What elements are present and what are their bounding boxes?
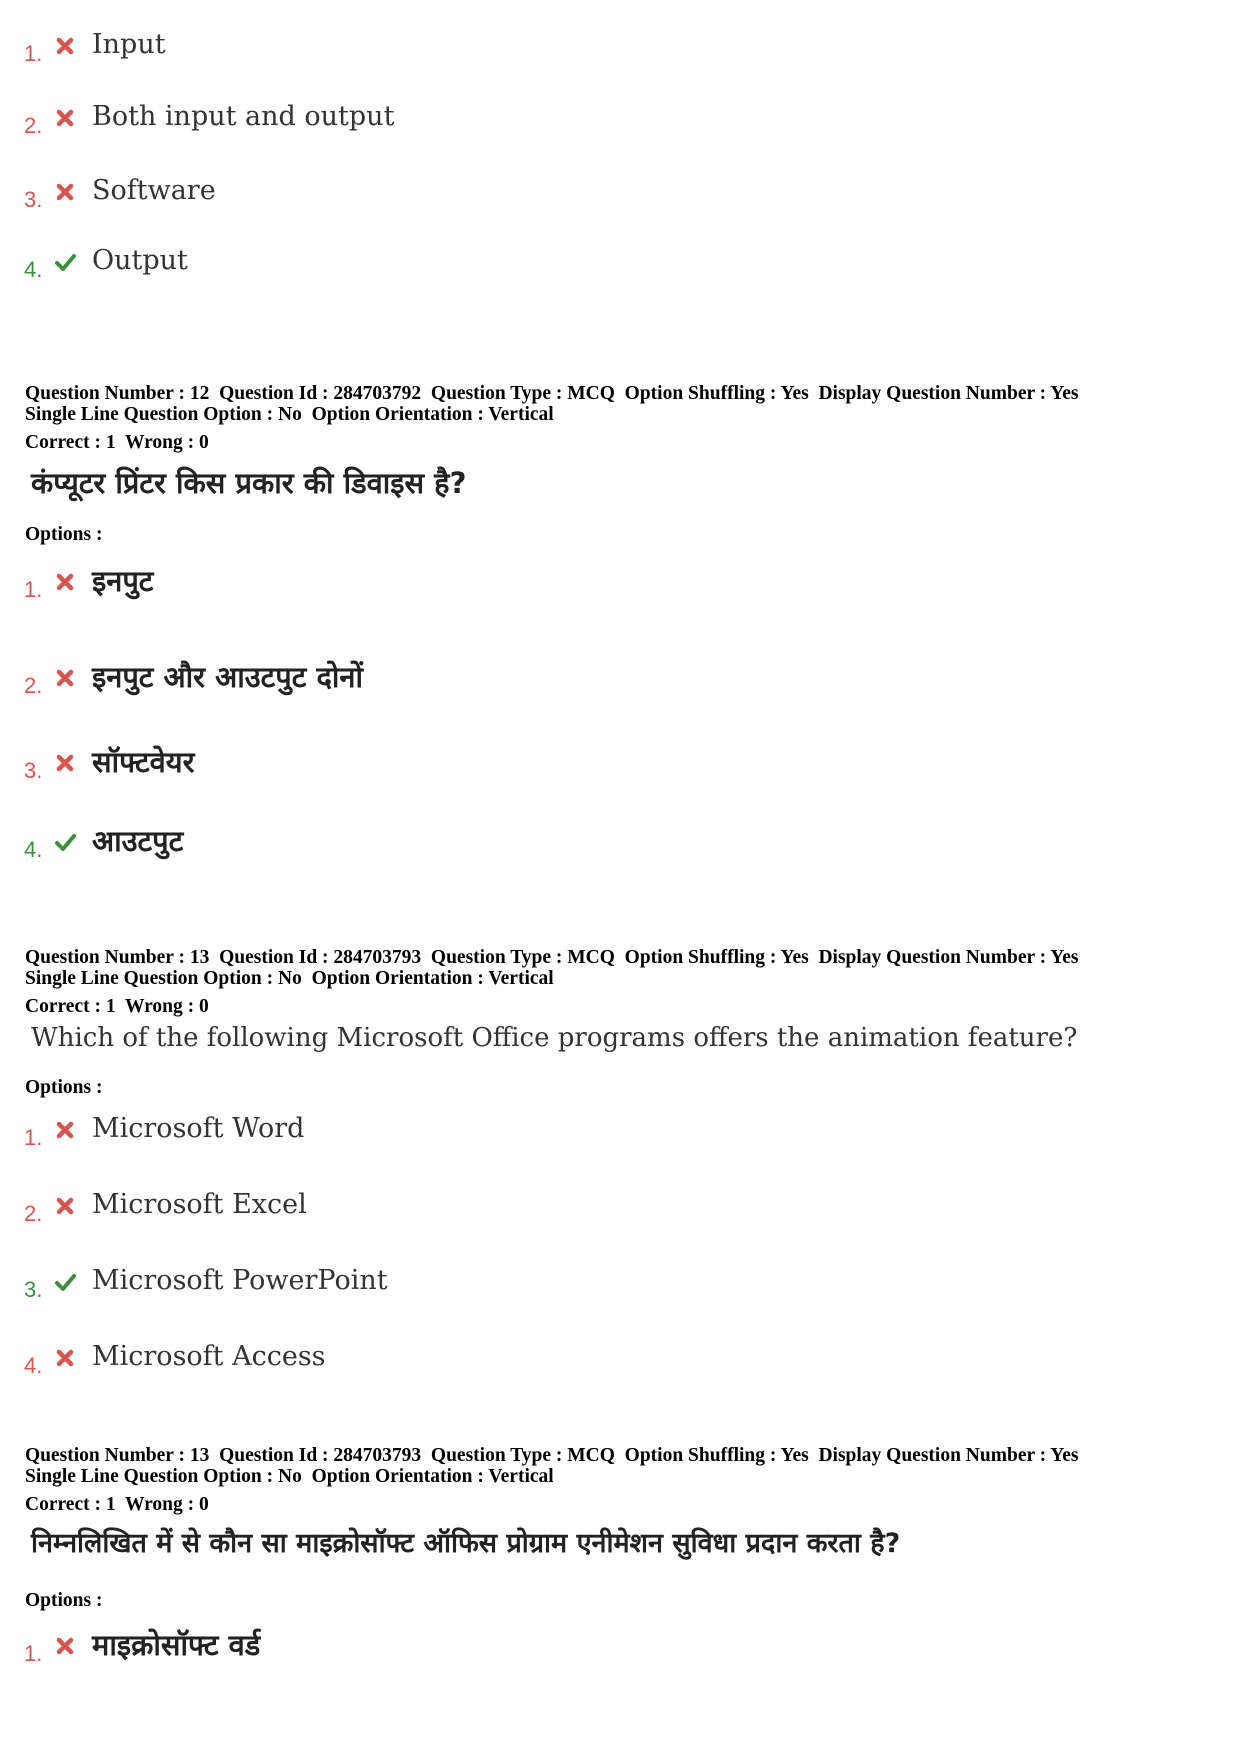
option-number: 4.: [24, 837, 43, 862]
option-row: [24, 96, 394, 136]
question-meta-line-1: Question Number : 13 Question Id : 284703793 Question Type : MCQ Option Shuffling : Yes Display Question Number : Yes: [25, 947, 1079, 968]
option-text: माइक्रोसॉफ्ट वर्ड: [92, 1627, 261, 1662]
option-number: 1.: [24, 41, 43, 66]
option-row: [24, 1184, 307, 1224]
correct-check-icon: [54, 1271, 76, 1293]
question-meta-line-2: Single Line Question Option : No Option Orientation : Vertical: [25, 1466, 554, 1487]
wrong-cross-icon: [54, 752, 76, 774]
option-text: Microsoft PowerPoint: [92, 1264, 388, 1296]
question-text: निम्नलिखित में से कौन सा माइक्रोसॉफ्ट ऑफिस प्रोग्राम एनीमेशन सुविधा प्रदान करता है?: [31, 1528, 901, 1559]
option-row: [24, 170, 216, 210]
question-score: Correct : 1 Wrong : 0: [25, 1494, 209, 1515]
option-row: [24, 820, 183, 860]
option-row: [24, 1624, 260, 1664]
correct-check-icon: [54, 831, 76, 853]
question-score: Correct : 1 Wrong : 0: [25, 432, 209, 453]
wrong-cross-icon: [54, 571, 76, 593]
options-label: Options :: [25, 1590, 103, 1611]
option-number: 3.: [24, 187, 43, 212]
option-row: [24, 741, 194, 781]
wrong-cross-icon: [54, 181, 76, 203]
question-text: Which of the following Microsoft Office programs offers the animation feature?: [31, 1023, 1078, 1053]
wrong-cross-icon: [54, 1635, 76, 1657]
option-number: 1.: [24, 1125, 43, 1150]
option-text: Microsoft Excel: [92, 1188, 307, 1220]
option-row: [24, 656, 363, 696]
wrong-cross-icon: [54, 667, 76, 689]
option-text: इनपुट: [92, 563, 154, 598]
option-text: आउटपुट: [92, 823, 184, 858]
wrong-cross-icon: [54, 1195, 76, 1217]
option-row: [24, 240, 188, 280]
question-score: Correct : 1 Wrong : 0: [25, 996, 209, 1017]
option-text: Both input and output: [92, 100, 395, 132]
option-number: 4.: [24, 1353, 43, 1378]
option-number: 2.: [24, 1201, 43, 1226]
option-row: [24, 1260, 388, 1300]
option-text: Input: [92, 28, 166, 60]
option-text: सॉफ्टवेयर: [92, 744, 195, 779]
option-number: 3.: [24, 758, 43, 783]
option-row: [24, 1336, 326, 1376]
option-number: 1.: [24, 577, 43, 602]
option-number: 4.: [24, 257, 43, 282]
wrong-cross-icon: [54, 35, 76, 57]
options-label: Options :: [25, 524, 103, 545]
option-row: [24, 24, 166, 64]
question-meta-line-2: Single Line Question Option : No Option Orientation : Vertical: [25, 968, 554, 989]
option-number: 2.: [24, 673, 43, 698]
option-text: इनपुट और आउटपुट दोनों: [92, 659, 363, 694]
question-meta-line-1: Question Number : 12 Question Id : 284703792 Question Type : MCQ Option Shuffling : Yes Display Question Number : Yes: [25, 383, 1079, 404]
question-meta-line-2: Single Line Question Option : No Option Orientation : Vertical: [25, 404, 554, 425]
option-text: Microsoft Word: [92, 1112, 305, 1144]
question-text: कंप्यूटर प्रिंटर किस प्रकार की डिवाइस है?: [31, 466, 467, 500]
question-meta-line-1: Question Number : 13 Question Id : 284703793 Question Type : MCQ Option Shuffling : Yes Display Question Number : Yes: [25, 1445, 1079, 1466]
option-text: Output: [92, 244, 188, 276]
option-text: Microsoft Access: [92, 1340, 326, 1372]
wrong-cross-icon: [54, 107, 76, 129]
option-number: 1.: [24, 1641, 43, 1666]
option-number: 3.: [24, 1277, 43, 1302]
option-row: [24, 560, 153, 600]
wrong-cross-icon: [54, 1119, 76, 1141]
wrong-cross-icon: [54, 1347, 76, 1369]
option-text: Software: [92, 174, 216, 206]
correct-check-icon: [54, 251, 76, 273]
options-label: Options :: [25, 1077, 103, 1098]
option-row: [24, 1108, 304, 1148]
option-number: 2.: [24, 113, 43, 138]
